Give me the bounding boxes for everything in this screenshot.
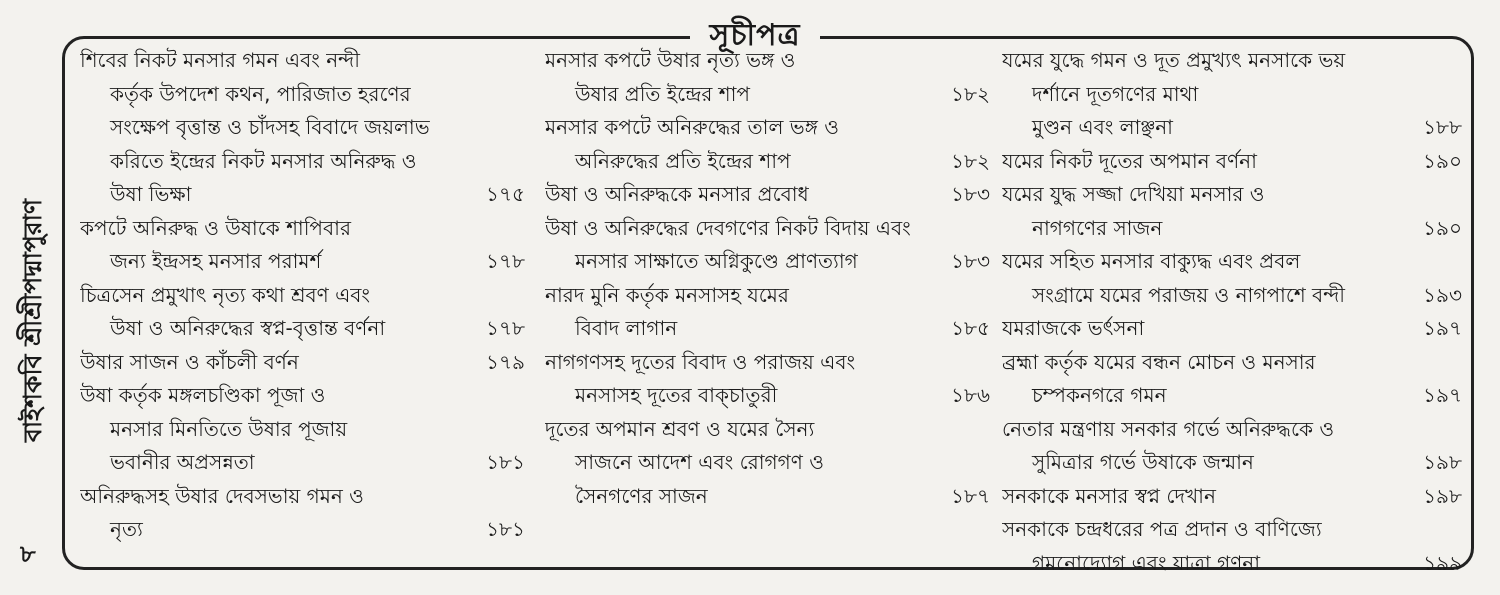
- toc-page-number: ১৯৮: [1423, 483, 1462, 508]
- toc-entry-text: গমনোদ্যোগ এবং যাত্রা গণনা: [1032, 550, 1261, 575]
- running-header-text: বাইশকবি শ্রীশ্রীপদ্মাপুরাণ: [17, 198, 47, 442]
- toc-entry: [1002, 145, 1462, 179]
- toc-column-2: [545, 44, 990, 513]
- toc-entry-line: [1002, 44, 1462, 78]
- toc-page-number: ১৯৮: [1423, 450, 1462, 474]
- toc-entry-line: [545, 178, 990, 212]
- toc-column-3: [1002, 44, 1462, 580]
- toc-entry-line: [545, 145, 990, 179]
- toc-entry-text: উষা ও অনিরুদ্ধের স্বপ্ন-বৃত্তান্ত বর্ণনা: [110, 316, 386, 340]
- toc-entry: [1002, 413, 1462, 480]
- toc-entry-line: [80, 145, 525, 179]
- toc-entry-text: যমের যুদ্ধে গমন ও দূত প্রমুখ্যৎ মনসাকে ভয়: [1002, 48, 1346, 72]
- toc-entry-line: [1002, 245, 1462, 279]
- toc-entry-line: [80, 346, 525, 380]
- toc-entry: [1002, 346, 1462, 413]
- toc-entry-text: যমরাজকে ভর্ৎসনা: [1002, 316, 1145, 340]
- toc-entry: [80, 346, 525, 380]
- toc-entry: [80, 212, 525, 279]
- toc-entry-text: যমের সহিত মনসার বাক্যুদ্ধ এবং প্রবল: [1002, 249, 1301, 273]
- toc-entry: [1002, 44, 1462, 145]
- toc-entry-line: [80, 379, 525, 413]
- toc-entry-line: [545, 413, 990, 447]
- toc-entry-text: অনিরুদ্ধসহ উষার দেবসভায় গমন ও: [80, 483, 364, 508]
- toc-entry: [545, 279, 990, 346]
- toc-entry-line: [1002, 379, 1462, 413]
- toc-entry-line: [80, 245, 525, 279]
- toc-entry-text: উষা ও অনিরুদ্ধের দেবগণের নিকট বিদায় এবং: [545, 215, 911, 240]
- toc-entry-line: [545, 446, 990, 480]
- toc-entry-line: [1002, 178, 1462, 212]
- toc-page-number: ১৯০: [1423, 215, 1462, 240]
- toc-entry-line: [1002, 513, 1462, 547]
- toc-entry: [80, 379, 525, 480]
- toc-page-number: ১৮৩: [951, 182, 990, 206]
- toc-entry-text: বিবাদ লাগান: [575, 316, 678, 340]
- toc-entry-line: [80, 513, 525, 547]
- toc-entry-text: যমের নিকট দূতের অপমান বর্ণনা: [1002, 148, 1257, 173]
- page-number: ৮: [20, 540, 36, 568]
- toc-entry-line: [80, 178, 525, 212]
- toc-page-number: ১৯০: [1423, 148, 1462, 173]
- toc-entry-line: [80, 480, 525, 514]
- toc-entry: [545, 111, 990, 178]
- toc-entry: [80, 44, 525, 212]
- toc-entry-text: নাগগণের সাজন: [1032, 215, 1163, 240]
- toc-entry-text: ভবানীর অপ্রসন্নতা: [110, 450, 255, 474]
- toc-entry-text: উষার প্রতি ইন্দ্রের শাপ: [575, 81, 750, 106]
- toc-entry-line: [1002, 78, 1462, 112]
- toc-entry: [1002, 312, 1462, 346]
- toc-entry-text: চিত্রসেন প্রমুখাৎ নৃত্য কথা শ্রবণ এবং: [80, 282, 371, 307]
- toc-page-number: ১৮৫: [951, 316, 990, 340]
- toc-entry-line: [545, 279, 990, 313]
- toc-entry-text: যমের যুদ্ধ সজ্জা দেখিয়া মনসার ও: [1002, 182, 1265, 206]
- toc-entry: [545, 44, 990, 111]
- toc-entry: [1002, 245, 1462, 312]
- toc-entry-line: [1002, 480, 1462, 514]
- toc-entry: [545, 212, 990, 279]
- toc-page-number: ১৮৮: [1423, 115, 1462, 139]
- toc-entry-line: [80, 212, 525, 246]
- toc-entry-line: [80, 413, 525, 447]
- toc-entry-text: সৈনগণের সাজন: [575, 483, 708, 508]
- toc-entry-line: [545, 379, 990, 413]
- toc-entry-text: উষা কর্তৃক মঙ্গলচণ্ডিকা পূজা ও: [80, 383, 326, 407]
- toc-entry-text: মনসার কপটে অনিরুদ্ধের তাল ভঙ্গ ও: [545, 115, 839, 139]
- toc-entry-text: মনসার কপটে উষার নৃত্য ভঙ্গ ও: [545, 48, 796, 72]
- toc-entry-line: [545, 346, 990, 380]
- toc-page-number: ১৭৯: [486, 349, 525, 374]
- toc-entry-line: [545, 111, 990, 145]
- toc-entry-text: নৃত্য: [110, 517, 143, 541]
- toc-entry-line: [1002, 446, 1462, 480]
- running-header: [14, 140, 54, 500]
- toc-entry-line: [545, 78, 990, 112]
- toc-entry-text: সনকাকে মনসার স্বপ্ন দেখান: [1002, 483, 1216, 508]
- toc-entry-line: [1002, 111, 1462, 145]
- toc-entry-text: সংগ্রামে যমের পরাজয় ও নাগপাশে বন্দী: [1032, 282, 1345, 307]
- toc-page-number: ১৯৭: [1423, 383, 1462, 407]
- toc-entry-line: [80, 279, 525, 313]
- toc-page-number: ১৮১: [486, 450, 525, 474]
- toc-entry-text: মনসার মিনতিতে উষার পূজায়: [110, 416, 348, 441]
- toc-entry-line: [1002, 279, 1462, 313]
- toc-entry-text: দর্শানে দূতগণের মাথা: [1032, 81, 1199, 106]
- toc-entry-text: ব্রহ্মা কর্তৃক যমের বন্ধন মোচন ও মনসার: [1002, 349, 1316, 374]
- toc-page-number: ১৯৯: [1423, 550, 1462, 575]
- toc-page-number: ১৮৩: [951, 249, 990, 273]
- toc-entry-line: [1002, 212, 1462, 246]
- toc-entry-text: জন্য ইন্দ্রসহ মনসার পরামর্শ: [110, 249, 322, 273]
- toc-entry: [545, 413, 990, 514]
- toc-entry-text: দূতের অপমান শ্রবণ ও যমের সৈন্য: [545, 416, 815, 441]
- toc-entry-text: মনসাসহ দূতের বাক্চাতুরী: [575, 383, 778, 407]
- toc-entry-text: শিবের নিকট মনসার গমন এবং নন্দী: [80, 48, 360, 72]
- toc-entry: [1002, 513, 1462, 580]
- toc-entry-text: চম্পকনগরে গমন: [1032, 383, 1167, 407]
- toc-entry-text: অনিরুদ্ধের প্রতি ইন্দ্রের শাপ: [575, 148, 791, 173]
- toc-entry: [1002, 480, 1462, 514]
- toc-entry-line: [1002, 145, 1462, 179]
- toc-entry-text: উষা ভিক্ষা: [110, 182, 192, 206]
- toc-entry: [1002, 178, 1462, 245]
- toc-entry-line: [1002, 547, 1462, 581]
- toc-entry-text: নেতার মন্ত্রণায় সনকার গর্ভে অনিরুদ্ধকে ও: [1002, 416, 1335, 441]
- toc-page-number: ১৭৮: [486, 316, 525, 340]
- toc-entry-text: মুণ্ডন এবং লাঞ্ছনা: [1032, 115, 1173, 139]
- toc-page-number: ১৮২: [951, 81, 990, 106]
- page-title: সূচীপত্র: [690, 16, 820, 56]
- toc-entry: [545, 178, 990, 212]
- toc-page-number: ১৭৮: [486, 249, 525, 273]
- toc-entry-line: [545, 480, 990, 514]
- toc-entry-line: [80, 312, 525, 346]
- toc-entry-text: সুমিত্রার গর্ভে উষাকে জন্মান: [1032, 450, 1254, 474]
- toc-entry-text: সাজনে আদেশ এবং রোগগণ ও: [575, 450, 824, 474]
- toc-entry-text: নাগগণসহ দূতের বিবাদ ও পরাজয় এবং: [545, 349, 856, 374]
- toc-entry-line: [80, 111, 525, 145]
- toc-column-1: [80, 44, 525, 547]
- toc-entry-text: করিতে ইন্দ্রের নিকট মনসার অনিরুদ্ধ ও: [110, 148, 417, 173]
- toc-page-number: ১৯৩: [1423, 282, 1462, 307]
- toc-entry-line: [545, 245, 990, 279]
- toc-entry-line: [80, 446, 525, 480]
- toc-entry-line: [545, 212, 990, 246]
- toc-entry: [80, 279, 525, 346]
- toc-entry-line: [1002, 312, 1462, 346]
- toc-entry-text: উষা ও অনিরুদ্ধকে মনসার প্রবোধ: [545, 182, 809, 206]
- toc-entry-line: [80, 78, 525, 112]
- toc-entry-text: সনকাকে চন্দ্রধরের পত্র প্রদান ও বাণিজ্যে: [1002, 517, 1322, 541]
- toc-entry-line: [545, 44, 990, 78]
- toc-page-number: ১৭৫: [486, 182, 525, 206]
- toc-entry: [80, 480, 525, 547]
- toc-page-number: ১৯৭: [1423, 316, 1462, 340]
- toc-entry-line: [80, 44, 525, 78]
- toc-page-number: ১৮১: [486, 517, 525, 541]
- toc-entry-text: উষার সাজন ও কাঁচলী বর্ণন: [80, 349, 299, 374]
- toc-entry-text: কর্তৃক উপদেশ কথন, পারিজাত হরণের: [110, 81, 411, 106]
- toc-page-number: ১৮২: [951, 148, 990, 173]
- toc-entry: [545, 346, 990, 413]
- toc-page-number: ১৮৬: [951, 383, 990, 407]
- toc-entry-line: [545, 312, 990, 346]
- toc-entry-text: মনসার সাক্ষাতে অগ্নিকুণ্ডে প্রাণত্যাগ: [575, 249, 858, 273]
- toc-entry-text: কপটে অনিরুদ্ধ ও উষাকে শাপিবার: [80, 215, 351, 240]
- toc-entry-line: [1002, 413, 1462, 447]
- toc-entry-line: [1002, 346, 1462, 380]
- toc-entry-text: সংক্ষেপ বৃত্তান্ত ও চাঁদসহ বিবাদে জয়লাভ: [110, 115, 430, 139]
- toc-page-number: ১৮৭: [951, 483, 990, 508]
- toc-entry-text: নারদ মুনি কর্তৃক মনসাসহ যমের: [545, 282, 789, 307]
